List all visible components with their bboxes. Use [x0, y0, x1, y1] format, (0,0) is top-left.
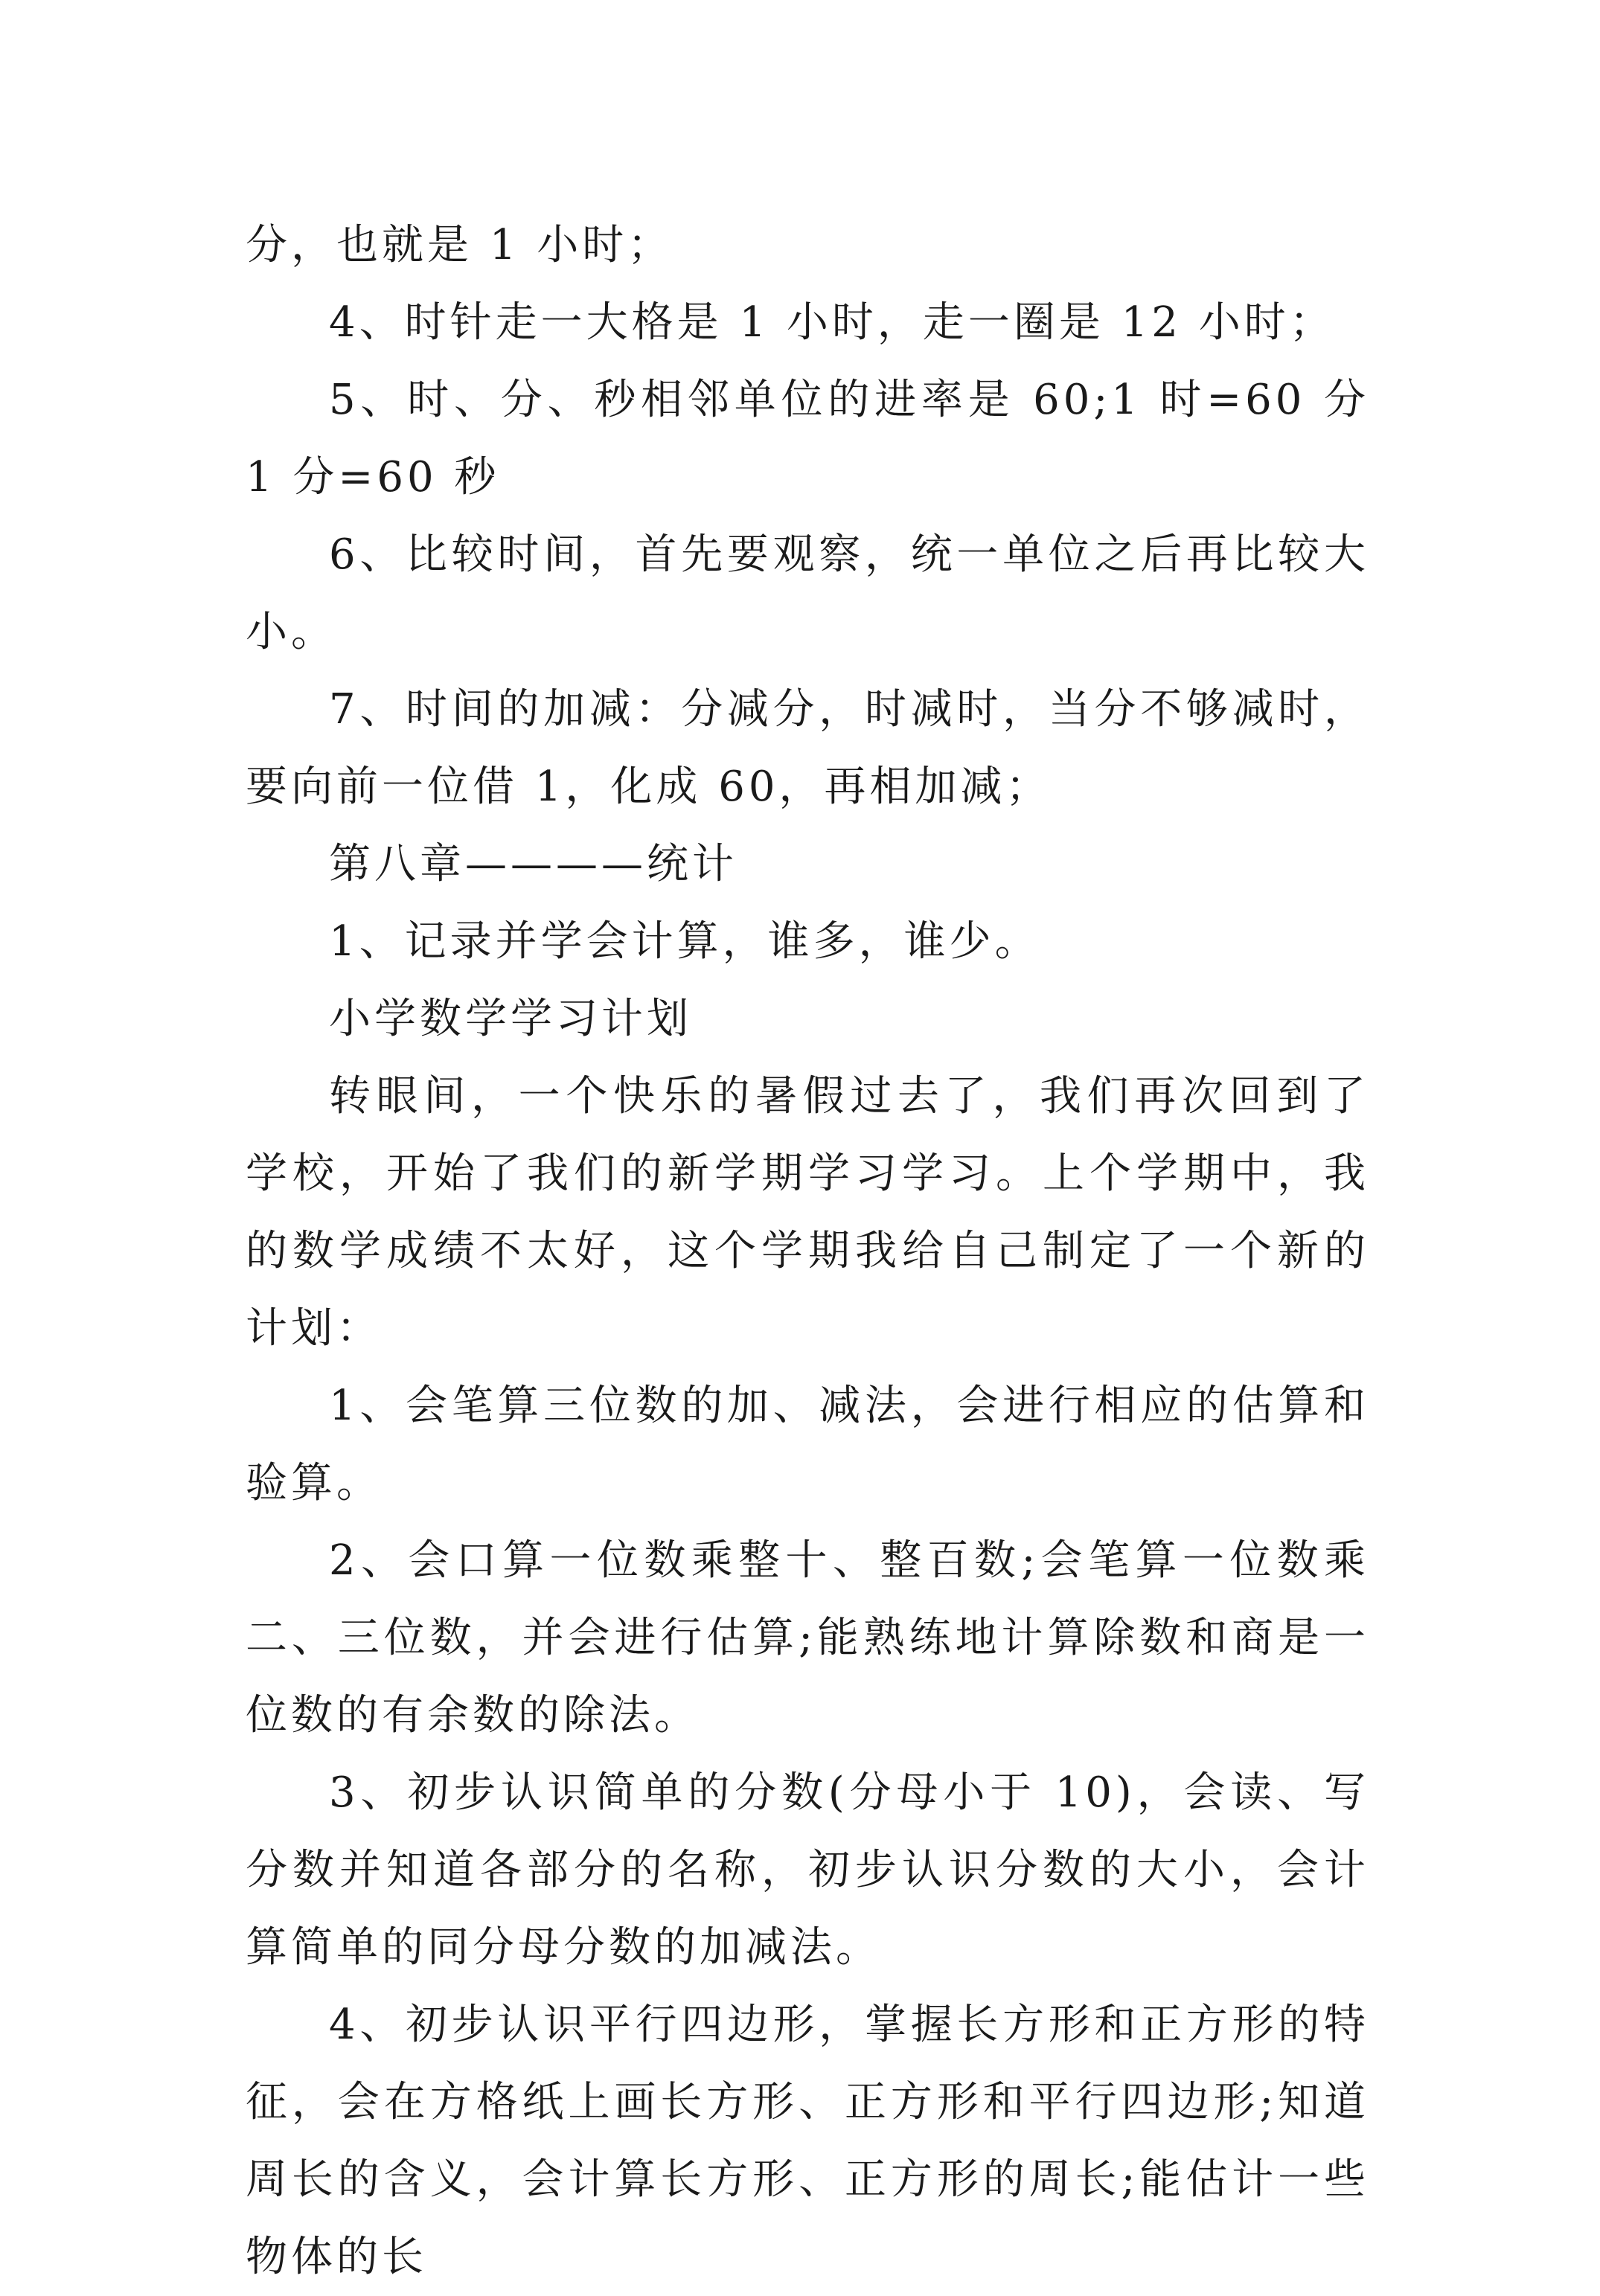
paragraph: 2、会口算一位数乘整十、整百数;会笔算一位数乘二、三位数，并会进行估算;能熟练地计算除数和商是一位数的有余数的除法。: [246, 1536, 1369, 1739]
paragraph: 4、时针走一大格是 1 小时，走一圈是 12 小时；: [329, 298, 1335, 347]
paragraph: 6、比较时间，首先要观察，统一单位之后再比较大小。: [246, 530, 1369, 656]
paragraph: 5、时、分、秒相邻单位的进率是 60;1 时=60 分 1 分=60 秒: [246, 376, 1369, 501]
paragraph: 3、初步认识简单的分数(分母小于 10)，会读、写分数并知道各部分的名称，初步认识分数的大小，会计算简单的同分母分数的加减法。: [246, 1769, 1369, 1972]
paragraph: 1、记录并学会计算，谁多，谁少。: [329, 917, 1040, 966]
paragraph: 4、初步认识平行四边形，掌握长方形和正方形的特征，会在方格纸上画长方形、正方形和平行四边形;知道周长的含义，会计算长方形、正方形的周长;能估计一些物体的长: [246, 2001, 1369, 2281]
chapter-heading: 第八章————统计: [329, 840, 737, 888]
paragraph: 7、时间的加减：分减分，时减时，当分不够减时，要向前一位借 1，化成 60，再相加减；: [246, 685, 1369, 811]
paragraph: 1、会笔算三位数的加、减法，会进行相应的估算和验算。: [246, 1382, 1369, 1507]
paragraph: 转眼间，一个快乐的暑假过去了，我们再次回到了学校，开始了我们的新学期学习学习。上个学期中，我的数学成绩不太好，这个学期我给自己制定了一个新的计划：: [246, 1072, 1369, 1353]
paragraph: 分，也就是 1 小时；: [246, 221, 673, 269]
section-title: 小学数学学习计划: [329, 995, 692, 1043]
document-body: [246, 207, 1369, 2296]
